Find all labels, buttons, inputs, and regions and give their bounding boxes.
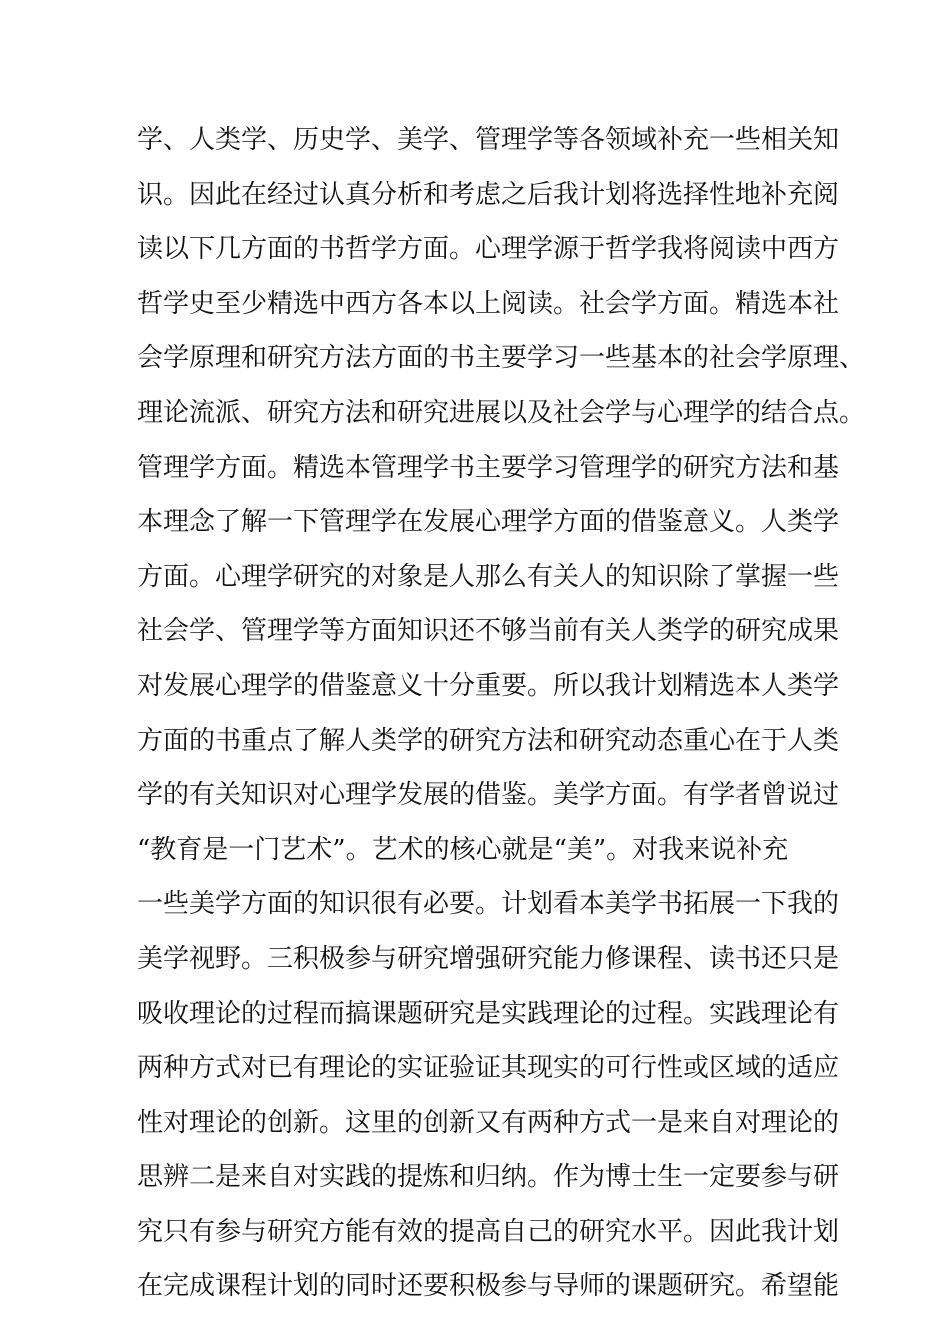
text-line: 美学视野。三积极参与研究增强研究能力修课程、读书还只是 — [137, 943, 840, 974]
text-line: 性对理论的创新。这里的创新又有两种方式一是来自对理论的 — [137, 1107, 840, 1138]
text-line: 识。因此在经过认真分析和考虑之后我计划将选择性地补充阅 — [137, 179, 840, 210]
text-line: 本理念了解一下管理学在发展心理学方面的借鉴意义。人类学 — [137, 507, 840, 538]
text-line: 学的有关知识对心理学发展的借鉴。美学方面。有学者曾说过 — [137, 780, 840, 811]
text-line: “教育是一门艺术”。艺术的核心就是“美”。对我来说补充 — [137, 834, 789, 865]
text-line: 吸收理论的过程而搞课题研究是实践理论的过程。实践理论有 — [137, 998, 840, 1029]
text-line: 在完成课程计划的同时还要积极参与导师的课题研究。希望能 — [137, 1271, 840, 1302]
text-line: 会学原理和研究方法方面的书主要学习一些基本的社会学原理、 — [137, 343, 866, 374]
text-line: 学、人类学、历史学、美学、管理学等各领域补充一些相关知 — [137, 125, 840, 155]
text-line: 方面的书重点了解人类学的研究方法和研究动态重心在于人类 — [137, 725, 840, 756]
text-line: 一些美学方面的知识很有必要。计划看本美学书拓展一下我的 — [137, 889, 840, 920]
text-line: 方面。心理学研究的对象是人那么有关人的知识除了掌握一些 — [137, 561, 840, 592]
body-text — [137, 113, 866, 1314]
text-line: 究只有参与研究方能有效的提高自己的研究水平。因此我计划 — [137, 1216, 840, 1247]
text-line: 思辨二是来自对实践的提炼和归纳。作为博士生一定要参与研 — [137, 1162, 840, 1193]
text-line: 两种方式对已有理论的实证验证其现实的可行性或区域的适应 — [137, 1053, 840, 1084]
text-line: 社会学、管理学等方面知识还不够当前有关人类学的研究成果 — [137, 616, 840, 647]
text-line: 哲学史至少精选中西方各本以上阅读。社会学方面。精选本社 — [137, 288, 840, 319]
text-line: 理论流派、研究方法和研究进展以及社会学与心理学的结合点。 — [137, 397, 866, 428]
text-line: 管理学方面。精选本管理学书主要学习管理学的研究方法和基 — [137, 452, 840, 483]
text-line: 对发展心理学的借鉴意义十分重要。所以我计划精选本人类学 — [137, 670, 840, 701]
text-line: 读以下几方面的书哲学方面。心理学源于哲学我将阅读中西方 — [137, 234, 840, 265]
